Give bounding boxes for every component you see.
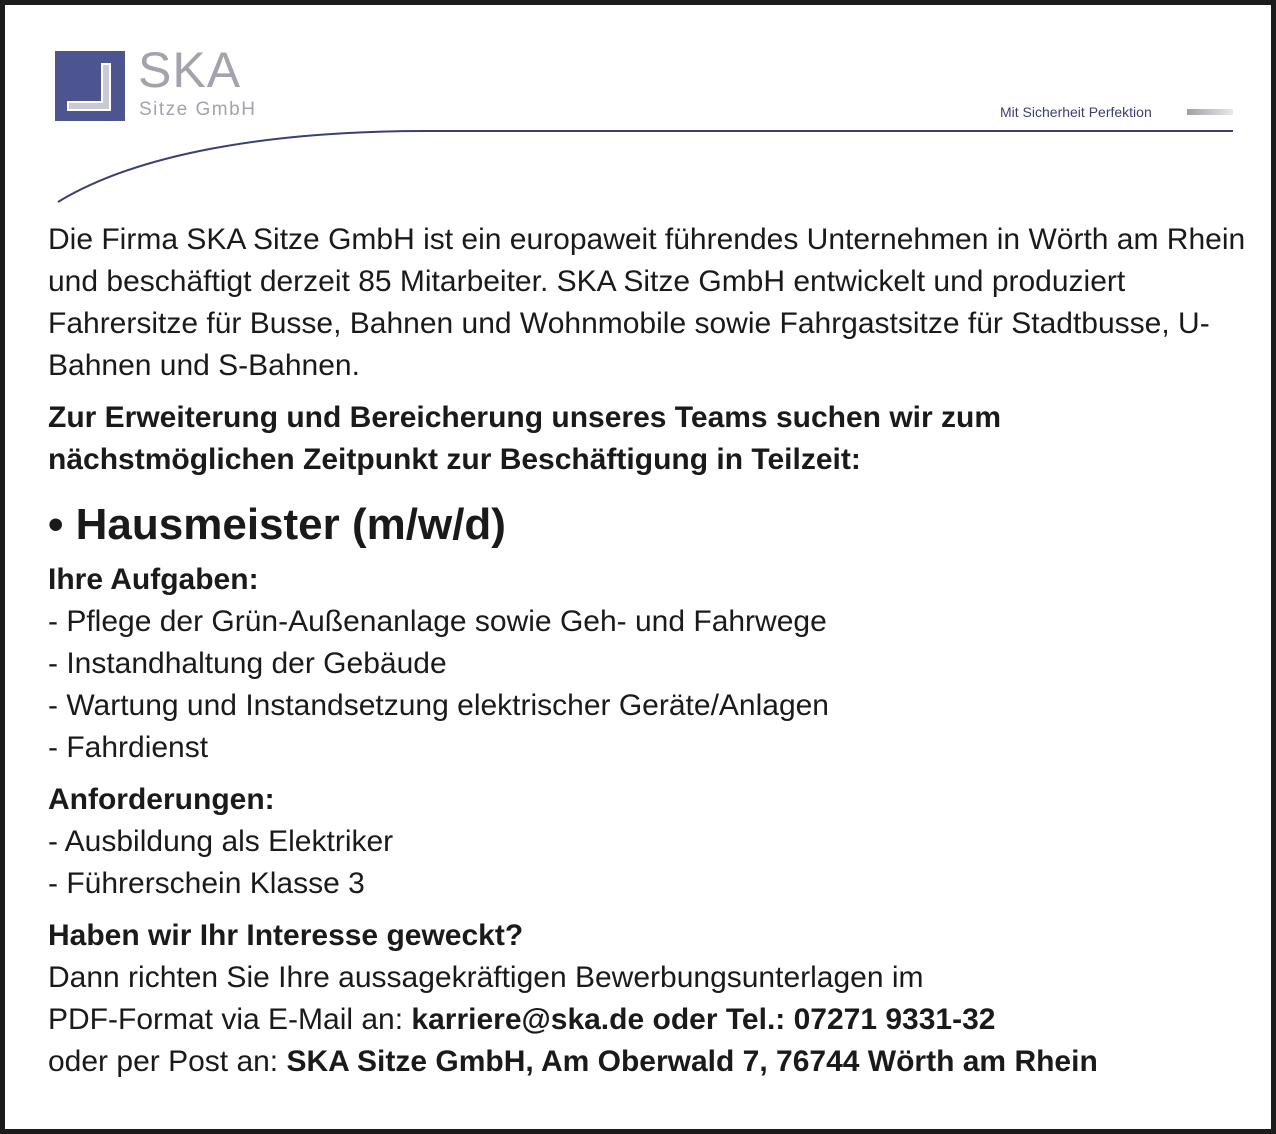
contact-post-label: oder per Post an:: [48, 1045, 287, 1078]
list-item: - Fahrdienst: [48, 731, 209, 764]
list-item: - Instandhaltung der Gebäude: [48, 647, 447, 680]
contact-email-phone[interactable]: karriere@ska.de oder Tel.: 07271 9331-32: [411, 1003, 996, 1036]
header-swoosh: [5, 5, 1276, 215]
logo-wordmark: SKA: [138, 42, 242, 98]
requirements-heading: Anforderungen:: [48, 783, 275, 816]
list-item: - Wartung und Instandsetzung elektrischer Geräte/Anlagen: [48, 689, 829, 722]
job-title: • Hausmeister (m/w/d): [48, 500, 506, 549]
contact-line-1: Dann richten Sie Ihre aussagekräftigen Bewerbungsunterlagen im: [48, 961, 924, 994]
tasks-list: [48, 601, 1248, 769]
list-item: - Ausbildung als Elektriker: [48, 825, 394, 858]
ad-content: [48, 219, 1248, 1083]
contact-address: SKA Sitze GmbH, Am Oberwald 7, 76744 Wörth am Rhein: [286, 1045, 1098, 1078]
contact-line-2: [48, 999, 1248, 1041]
contact-line-3: [48, 1041, 1248, 1083]
slogan: Mit Sicherheit Perfektion: [1000, 104, 1152, 120]
lead-text: Zur Erweiterung und Bereicherung unseres Teams suchen wir zum nächstmöglichen Zeitpunkt zur Beschäftigung in Teilzeit:: [48, 401, 1001, 476]
list-item: - Pflege der Grün-Außenanlage sowie Geh- und Fahrwege: [48, 605, 827, 638]
contact-heading: Haben wir Ihr Interesse geweckt?: [48, 919, 524, 952]
requirements-list: [48, 821, 1248, 905]
logo-subline: Sitze GmbH: [139, 99, 257, 120]
list-item: - Führerschein Klasse 3: [48, 867, 365, 900]
company-intro: Die Firma SKA Sitze GmbH ist ein europaweit führendes Unternehmen in Wörth am Rhein und beschäftigt derzeit 85 Mitarbeiter. SKA Sitze GmbH entwickelt und produziert Fahrersitze für Busse, Bahnen und Wohnmobile sowie Fahrgastsitze für Stadtbusse, U-Bahnen und S-Bahnen.: [48, 223, 1246, 382]
contact-email-label: PDF-Format via E-Mail an:: [48, 1003, 412, 1036]
tasks-heading: Ihre Aufgaben:: [48, 563, 259, 596]
